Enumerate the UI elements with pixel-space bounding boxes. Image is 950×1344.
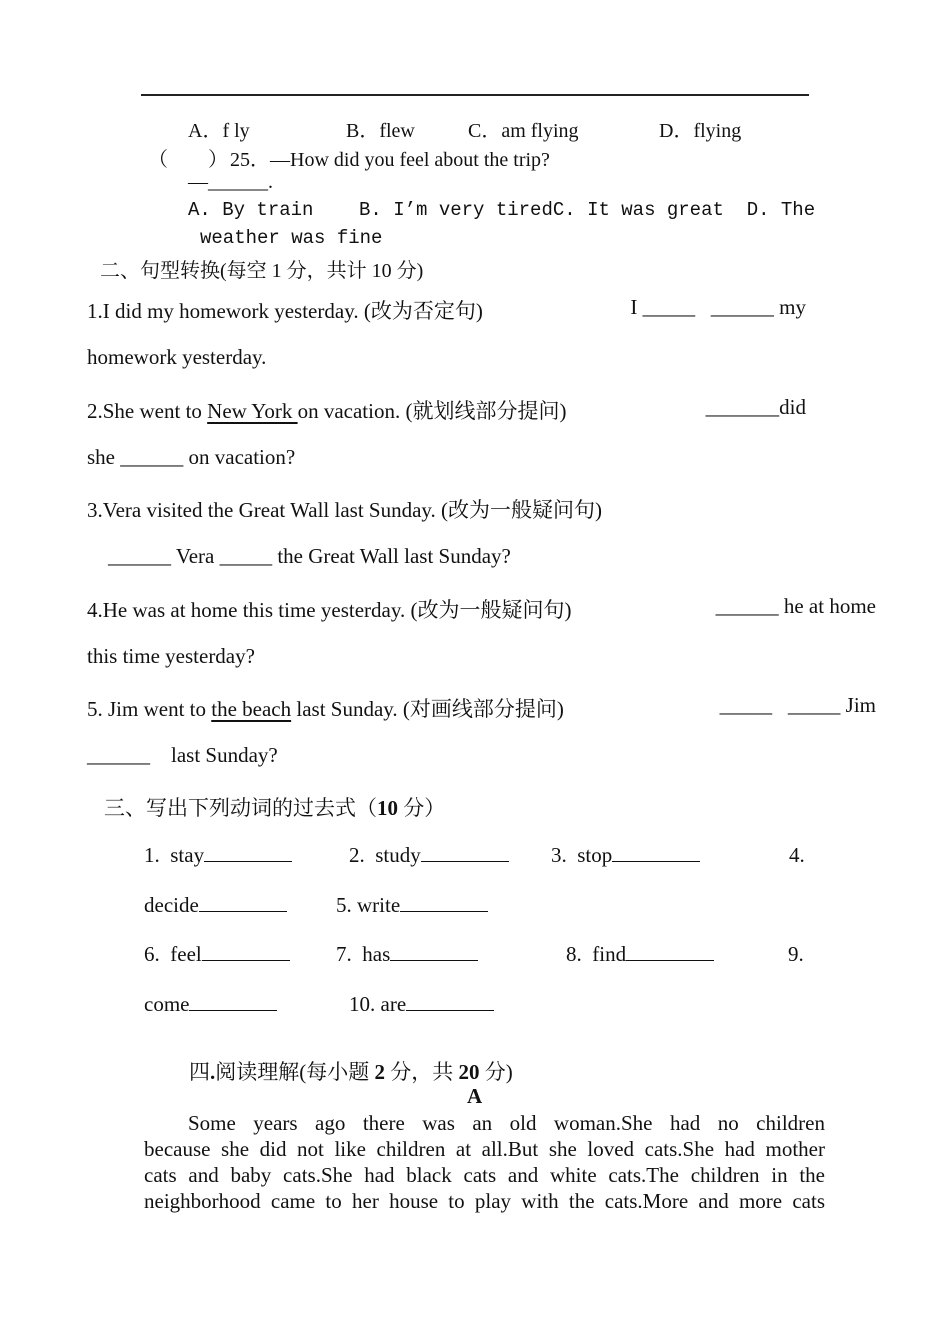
answer-blank: [626, 946, 714, 961]
underlined-phrase: the beach: [211, 697, 292, 721]
verb-has: 7. has: [336, 942, 478, 967]
q24-option-a: A．f ly: [188, 120, 250, 142]
answer-blank: [204, 847, 292, 862]
answer-blank: [390, 946, 478, 961]
verb-stay: 1. stay: [144, 843, 292, 868]
s2-item1-cont: homework yesterday.: [87, 345, 267, 369]
s2-item1-text: 1.I did my homework yesterday. (改为否定句): [87, 299, 483, 323]
s2-item4: [87, 594, 876, 624]
answer-blank: [421, 847, 509, 862]
s2-item2: [87, 395, 806, 425]
passage-title: A: [467, 1084, 483, 1108]
q25-options-line1: A. By train B. I’m very tiredC. It was great D. The: [188, 199, 816, 221]
answer-blank: [199, 897, 287, 912]
underlined-phrase: New York: [207, 399, 298, 423]
passage-line-3: cats and baby cats.She had black cats and white cats.The children in the: [144, 1163, 825, 1187]
q24-option-b: B．flew: [346, 120, 415, 142]
q25-paren: （ ）: [148, 149, 228, 171]
verb-stop: 3. stop: [551, 843, 700, 868]
answer-blank: [612, 847, 700, 862]
s2-item1: [87, 295, 806, 325]
q24-option-c: C．am flying: [468, 120, 579, 142]
verb-decide: decide: [144, 893, 287, 918]
passage-line-4: neighborhood came to her house to play with the cats.More and more cats: [144, 1189, 825, 1213]
section2-heading: 二、句型转换(每空 1 分，共计 10 分): [100, 260, 424, 282]
passage-line-1: Some years ago there was an old woman.She had no children: [188, 1111, 825, 1135]
verb-write: 5. write: [336, 893, 488, 918]
s2-item1-blanks: I _____ ______ my: [630, 295, 806, 319]
s2-item2-blanks: _______did: [705, 395, 806, 419]
s2-item3-cont: ______ Vera _____ the Great Wall last Sunday?: [108, 544, 511, 568]
top-rule: [141, 94, 809, 96]
verb-feel: 6. feel: [144, 942, 290, 967]
verb-9-number: 9.: [788, 942, 804, 966]
verb-find: 8. find: [566, 942, 714, 967]
answer-blank: [202, 946, 290, 961]
s2-item4-text: 4.He was at home this time yesterday. (改为一般疑问句): [87, 598, 572, 622]
s2-item2-text: 2.She went to New York on vacation. (就划线部分提问): [87, 399, 567, 423]
s2-item4-blanks: ______ he at home: [715, 594, 876, 618]
passage-line-2: because she did not like children at all.But she loved cats.She had mother: [144, 1137, 825, 1161]
s2-item5-text: 5. Jim went to the beach last Sunday. (对画线部分提问): [87, 697, 564, 721]
q24-option-d: D．flying: [659, 120, 742, 142]
section3-heading: 三、写出下列动词的过去式（10 分）: [104, 796, 446, 820]
verb-study: 2. study: [349, 843, 509, 868]
s2-item3: 3.Vera visited the Great Wall last Sunday. (改为一般疑问句): [87, 498, 603, 522]
s2-item4-cont: this time yesterday?: [87, 644, 255, 668]
verb-4-number: 4.: [789, 843, 805, 867]
answer-blank: [400, 897, 488, 912]
q25-answer-line: —______.: [188, 171, 273, 193]
answer-blank: [406, 996, 494, 1011]
section4-heading: 四.阅读理解(每小题 2 分，共 20 分): [189, 1060, 513, 1084]
q25-stem: 25．—How did you feel about the trip?: [230, 149, 550, 171]
s2-item5: [87, 693, 876, 723]
s2-item5-cont: ______ last Sunday?: [87, 743, 278, 767]
s2-item2-cont: she ______ on vacation?: [87, 445, 296, 469]
verb-are: 10. are: [349, 992, 494, 1017]
q25-options-line2: weather was fine: [200, 227, 383, 249]
s2-item5-blanks: _____ _____ Jim: [719, 693, 876, 717]
answer-blank: [189, 996, 277, 1011]
verb-come: come: [144, 992, 277, 1017]
